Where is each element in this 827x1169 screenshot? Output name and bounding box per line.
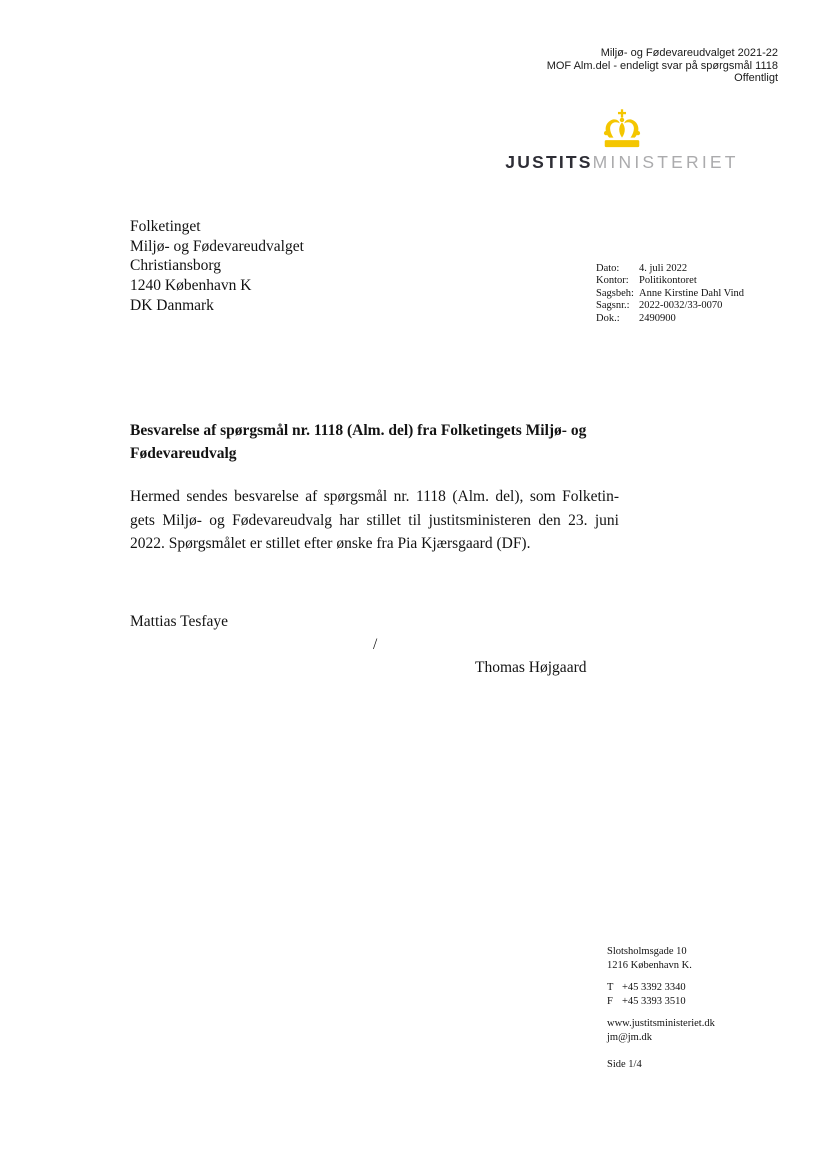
case-info-value: Politikontoret (639, 275, 697, 287)
signature-separator: / (373, 636, 378, 653)
case-info-label: Dato: (596, 263, 620, 274)
subject-heading (130, 419, 624, 465)
footer-phone-label: T (607, 982, 614, 993)
footer-email: jm@jm.dk (607, 1031, 652, 1043)
footer-phone-label: F (607, 995, 613, 1007)
body-line: gets Miljø- og Fødevareudvalg har stillet til justitsministeren den 23. juni (130, 511, 619, 529)
subject-line: Fødevareudvalg (130, 445, 237, 462)
body-line: Hermed sendes besvarelse af spørgsmål nr. 1118 (Alm. del), som Folketin- (130, 488, 619, 505)
committee-note-line: MOF Alm.del - endeligt svar på spørgsmål 1118 (546, 59, 778, 72)
case-info-value: 4. juli 2022 (639, 263, 688, 274)
case-info-value: 2022-0032/33-0070 (639, 300, 723, 312)
footer-website: www.justitsministeriet.dk (607, 1018, 715, 1029)
wordmark-primary: JUSTITS (505, 152, 593, 172)
footer-address (607, 945, 715, 972)
footer-phone-row (607, 981, 715, 995)
ministry-logo (497, 108, 747, 171)
case-info-value: 2490900 (639, 312, 676, 324)
footer-address-line: Slotsholmsgade 10 (607, 946, 687, 957)
case-info-block (596, 263, 744, 325)
committee-note-line: Offentligt (734, 72, 778, 84)
footer-web (607, 1017, 715, 1044)
recipient-line: 1240 København K (130, 277, 252, 295)
case-info-label: Kontor: (596, 275, 629, 287)
case-info-label: Sagsnr.: (596, 300, 630, 312)
recipient-line: Christiansborg (130, 257, 221, 275)
committee-note-line: Miljø- og Fødevareudvalget 2021-22 (600, 47, 778, 59)
footer-contact-block (607, 945, 715, 1072)
case-info-label: Sagsbeh: (596, 287, 634, 299)
subject-line: Besvarelse af spørgsmål nr. 1118 (Alm. del) fra Folketingets Miljø- og (130, 422, 587, 439)
footer-phone-row (607, 995, 715, 1009)
body-line: 2022. Spørgsmålet er stillet efter ønske fra Pia Kjærsgaard (DF). (130, 535, 531, 552)
page-number: Side 1/4 (607, 1059, 642, 1070)
signature-official: Thomas Højgaard (475, 659, 587, 676)
committee-note (547, 47, 778, 85)
recipient-line: Miljø- og Fødevareudvalget (130, 237, 304, 255)
crown-icon (599, 108, 645, 150)
recipient-line: DK Danmark (130, 296, 214, 314)
signature-minister: Mattias Tesfaye (130, 613, 229, 630)
wordmark-secondary: MINISTERIET (592, 152, 739, 172)
footer-phone-value: +45 3392 3340 (622, 982, 686, 993)
recipient-address (130, 217, 304, 316)
ministry-wordmark (497, 153, 747, 171)
footer-address-line: 1216 København K. (607, 959, 692, 971)
recipient-line: Folketinget (130, 218, 201, 235)
body-paragraph (130, 485, 619, 556)
footer-phone-value: +45 3393 3510 (622, 995, 686, 1007)
case-info-value: Anne Kirstine Dahl Vind (639, 287, 745, 299)
footer-phones (607, 981, 715, 1008)
case-info-label: Dok.: (596, 312, 620, 324)
